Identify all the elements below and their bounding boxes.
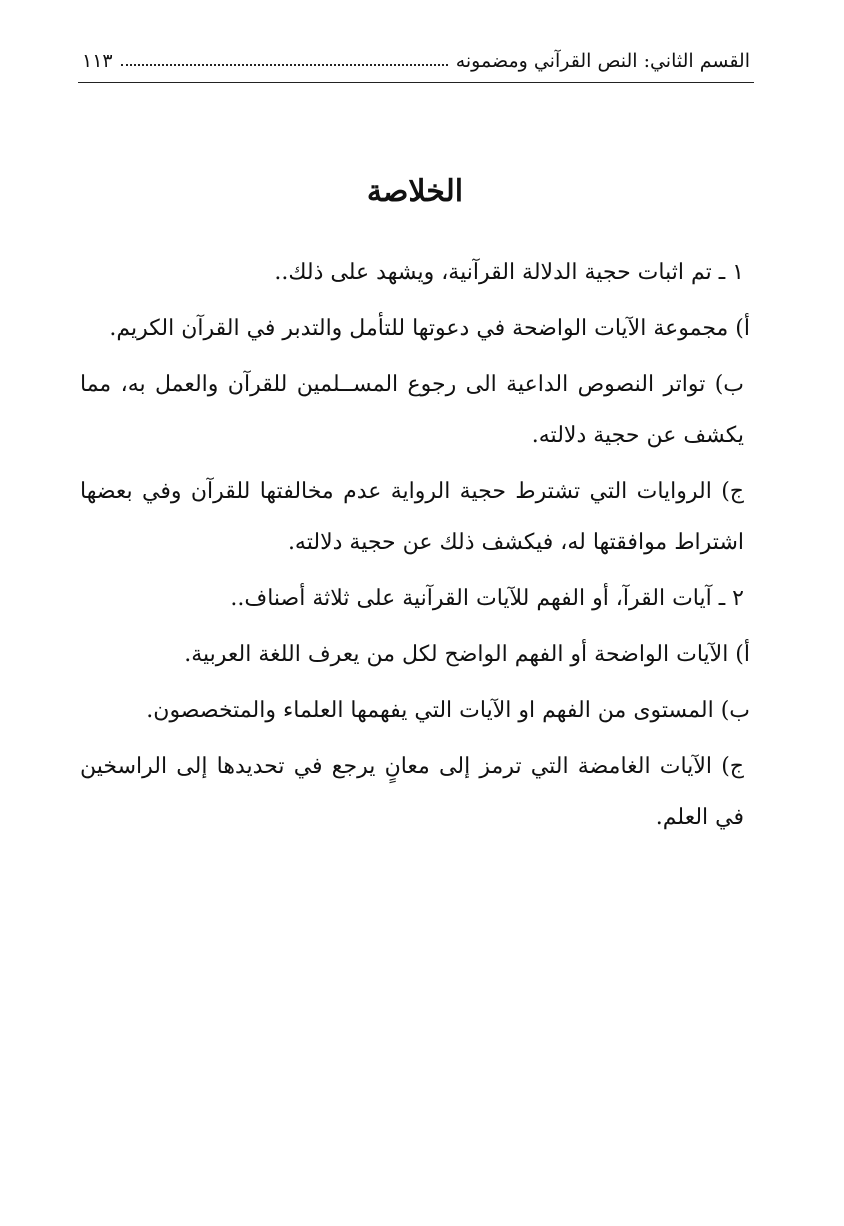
summary-point-2a: أ) الآيات الواضحة أو الفهم الواضح لكل من يعرف اللغة العربية.	[184, 642, 750, 667]
summary-point-2: ٢ ـ آيات القرآ، أو الفهم للآيات القرآنية على ثلاثة أصناف..	[230, 586, 744, 611]
header-rule	[78, 82, 754, 83]
header-dot-leader	[121, 64, 448, 66]
running-header	[82, 34, 750, 74]
summary-point-2b: ب) المستوى من الفهم او الآيات التي يفهمها العلماء والمتخصصون.	[146, 698, 750, 723]
summary-point-1: ١ ـ تم اثبات حجية الدلالة القرآنية، ويشهد على ذلك..	[274, 260, 744, 285]
summary-point-1b: ب) تواتر النصوص الداعية الى رجوع المســلمين للقرآن والعمل به، مما يكشف عن حجية دلالته.	[80, 372, 744, 448]
summary-point-2c: ج) الآيات الغامضة التي ترمز إلى معانٍ يرجع في تحديدها إلى الراسخين في العلم.	[80, 754, 744, 830]
page-number: ١١٣	[82, 50, 113, 73]
summary-point-1a: أ) مجموعة الآيات الواضحة في دعوتها للتأمل والتدبر في القرآن الكريم.	[109, 316, 750, 341]
header-title: القسم الثاني: النص القرآني ومضمونه	[455, 50, 750, 73]
summary-point-1c: ج) الروايات التي تشترط حجية الرواية عدم مخالفتها للقرآن وفي بعضها اشتراط موافقتها له، فيكشف ذلك عن حجية دلالته.	[80, 479, 744, 555]
page-body	[80, 172, 750, 848]
section-heading: الخلاصة	[366, 174, 464, 209]
